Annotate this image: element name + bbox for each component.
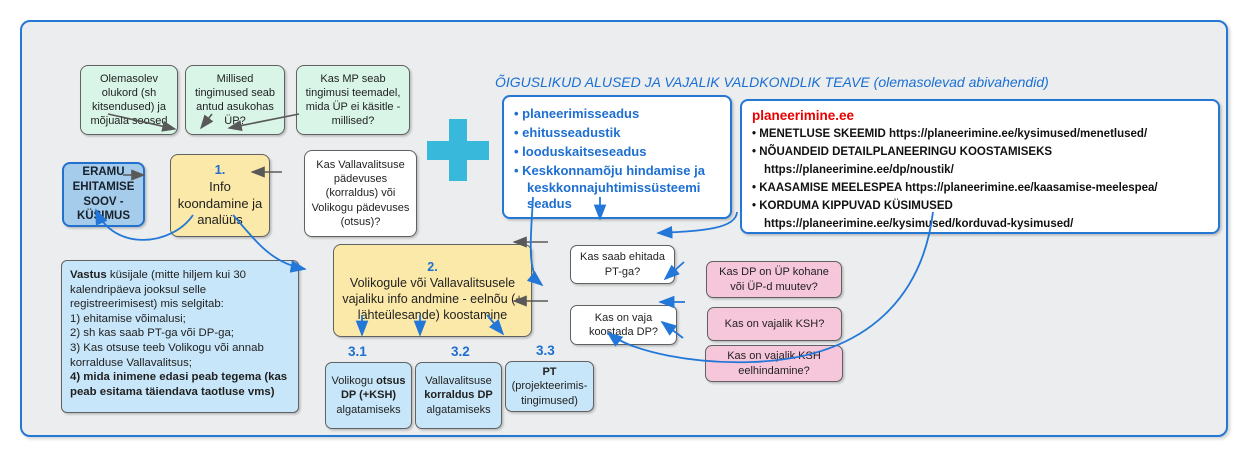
- list-item: [514, 106, 724, 123]
- step2-content: [338, 259, 527, 323]
- planeerimine-resources-box: [740, 99, 1220, 234]
- subquestion-node-ksh-pre: [705, 345, 843, 382]
- resource-url: https://planeerimine.ee/dp/noustik/: [764, 163, 954, 176]
- outcome-text: algatamiseks: [336, 403, 401, 416]
- law-label: Keskkonnamõju hindamise ja keskkonnajuhtimissüsteemi seadus: [522, 162, 705, 212]
- outcome-text-bold: PT: [542, 366, 557, 379]
- competence-question-node: [304, 150, 417, 237]
- input-box-label: Millised tingimused seab antud asukohas ÜP?: [194, 72, 276, 128]
- answer-node: [61, 260, 299, 413]
- answer-item: 2) sh kas saab PT-ga või DP-ga;: [70, 327, 234, 340]
- outcome-label: [420, 374, 497, 416]
- step1-content: [175, 162, 265, 229]
- answer-item-bold: 4) mida inimene edasi peab tegema (kas peab esitama täiendava taotluse vms): [70, 371, 288, 398]
- law-label: ehitusseadustik: [522, 124, 621, 140]
- subquestion-label: Kas on vajalik KSH?: [724, 317, 825, 330]
- subquestion-node-ksh: [707, 307, 842, 341]
- outcome-node-vallavalitsus-korraldus: [415, 362, 502, 429]
- list-item: [752, 143, 1208, 179]
- start-node-label: ERAMU EHITAMISE SOOV - KÜSIMUS: [72, 166, 135, 223]
- subquestion-label: Kas on vajalik KSH eelhindamine?: [727, 350, 821, 377]
- planeerimine-site-header: planeerimine.ee: [752, 108, 855, 123]
- start-node-eramu: [62, 162, 145, 227]
- input-box-label: Kas MP seab tingimusi teemadel, mida ÜP ei käsitle - millised?: [305, 72, 401, 128]
- step2-number: 2.: [427, 259, 438, 274]
- outcome-number-3-1: 3.1: [348, 344, 367, 359]
- list-item: [514, 125, 724, 142]
- step1-node: [170, 154, 270, 237]
- outcome-number-3-3: 3.3: [536, 343, 555, 358]
- input-box-label: Olemasolev olukord (sh kitsendused) ja mõjuala seosed: [90, 72, 168, 128]
- question-node-pt: [570, 245, 675, 284]
- list-item: [752, 197, 1208, 233]
- answer-lead-bold: Vastus: [70, 269, 107, 281]
- outcome-node-pt: [505, 361, 594, 412]
- outcome-number-3-2: 3.2: [451, 344, 470, 359]
- answer-item: 3) Kas otsuse teeb Volikogu või annab korralduse Vallavalitsus;: [70, 341, 264, 369]
- outcome-label: [510, 365, 589, 407]
- outcome-label: [330, 374, 407, 416]
- answer-lead: küsijale (mitte hiljem kui 30 kalendripäeva jooksul selle registreerimisest) mis selgitab:: [70, 269, 247, 311]
- input-box-existing-situation: [80, 65, 178, 135]
- plus-icon: [427, 119, 489, 181]
- step2-node: [333, 244, 532, 337]
- law-label: planeerimisseadus: [522, 106, 640, 121]
- outcome-text: (projekteerimis-tingimused): [511, 380, 588, 407]
- plus-icon-bar: [449, 119, 467, 181]
- outcome-text: algatamiseks: [426, 403, 491, 416]
- resource-label: MENETLUSE SKEEMID https://planeerimine.ee/kysimused/menetlused/: [759, 127, 1148, 140]
- answer-item: 1) ehitamise võimalusi;: [70, 312, 186, 325]
- question-node-dp: [570, 305, 677, 345]
- outcome-text: Volikogu: [331, 375, 377, 388]
- question-label: Kas saab ehitada PT-ga?: [579, 251, 665, 278]
- list-item: [514, 144, 724, 161]
- step1-number: 1.: [214, 162, 226, 178]
- flowchart-canvas: [20, 20, 1228, 437]
- list-item: [752, 125, 1208, 143]
- step1-label: Info koondamine ja analüüs: [177, 178, 263, 228]
- resource-url: https://planeerimine.ee/kysimused/korduvad-kysimused/: [764, 218, 1074, 231]
- outcome-node-volikogu-otsus: [325, 362, 412, 429]
- competence-question-label: Kas Vallavalitsuse pädevuses (korraldus) või Volikogu pädevuses (otsus)?: [311, 159, 410, 228]
- input-box-mp-conditions: [296, 65, 410, 135]
- legal-section-title: ÕIGUSLIKUD ALUSED JA VAJALIK VALDKONDLIK TEAVE (olemasolevad abivahendid): [495, 74, 1049, 90]
- resources-list: [752, 125, 1208, 234]
- outcome-text: Vallavalitsuse: [425, 375, 492, 388]
- laws-list: [514, 106, 724, 213]
- outcome-text-bold: korraldus DP: [424, 389, 493, 402]
- step2-label: Volikogule või Vallavalitsusele vajaliku info andmine - eelnõu (+ lähteülesande) koostamine: [342, 275, 523, 322]
- laws-list-box: [502, 95, 732, 219]
- input-box-up-conditions: [185, 65, 285, 135]
- law-label: looduskaitseseadus: [522, 143, 647, 159]
- question-label: Kas on vaja koostada DP?: [588, 311, 659, 338]
- list-item: [514, 163, 724, 214]
- list-item: [752, 179, 1208, 197]
- resource-label: KAASAMISE MEELESPEA https://planeerimine.ee/kaasamise-meelespea/: [759, 182, 1158, 195]
- outcome-text-bold: otsus DP (+KSH): [340, 375, 406, 402]
- subquestion-node-dp-up: [706, 261, 842, 298]
- subquestion-label: Kas DP on ÜP kohane või ÜP-d muutev?: [719, 266, 829, 293]
- resource-label: NÕUANDEID DETAILPLANEERINGU KOOSTAMISEKS: [759, 145, 1053, 158]
- resource-label: KORDUMA KIPPUVAD KÜSIMUSED: [759, 200, 953, 213]
